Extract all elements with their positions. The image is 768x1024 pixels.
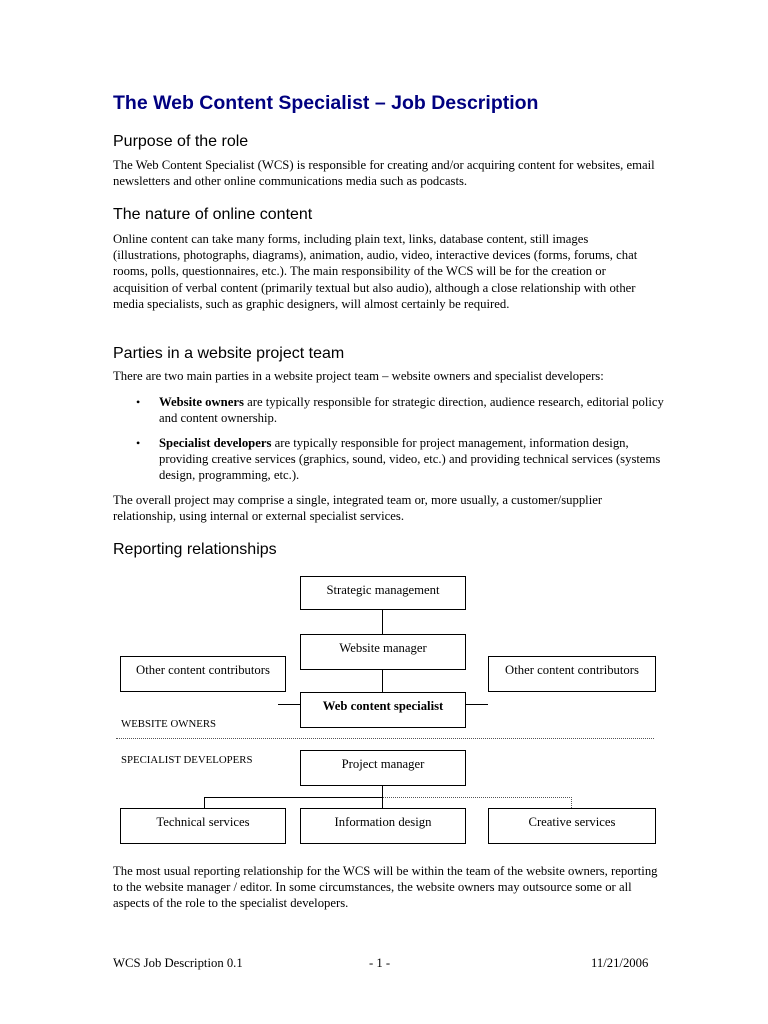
- bullet-icon: •: [136, 395, 141, 409]
- heading-reporting: Reporting relationships: [113, 541, 277, 558]
- bullet-specialist-developers: [136, 435, 666, 484]
- bullet-term: Website owners: [159, 395, 244, 409]
- box-strategic-management: Strategic management: [300, 576, 466, 610]
- box-project-manager: Project manager: [300, 750, 466, 786]
- dotted-connector-creative: [383, 797, 572, 808]
- paragraph-reporting-conclusion: The most usual reporting relationship for the WCS will be within the team of the website owners, reporting to the website manager / editor. In some circumstances, the website owners may outsource some or all aspects of the role to the specialist developers.: [113, 864, 658, 911]
- heading-nature: The nature of online content: [113, 206, 313, 223]
- footer-date: 11/21/2006: [591, 956, 649, 970]
- bullet-description: are typically responsible for project management, information design, providing creative services (graphics, sound, video, etc.) and providing technical services (systems design, programming, etc.).: [159, 436, 661, 483]
- connector-left-contrib: [278, 704, 300, 705]
- box-web-content-specialist: Web content specialist: [300, 692, 466, 728]
- paragraph-parties-outro: The overall project may comprise a single, integrated team or, more usually, a customer/supplier relationship, using internal or external specialist services.: [113, 493, 603, 524]
- connector-to-technical: [204, 797, 205, 808]
- paragraph-purpose: The Web Content Specialist (WCS) is responsible for creating and/or acquiring content for websites, email newsletters and other online communications media such as podcasts.: [113, 158, 655, 189]
- box-creative-services: Creative services: [488, 808, 656, 844]
- bullet-icon: •: [136, 436, 141, 450]
- bullet-term: Specialist developers: [159, 436, 272, 450]
- heading-parties: Parties in a website project team: [113, 345, 345, 362]
- footer-doc-name: WCS Job Description 0.1: [113, 956, 243, 970]
- footer-page-number: - 1 -: [369, 956, 391, 970]
- owners-developers-divider: [116, 738, 654, 739]
- heading-purpose: Purpose of the role: [113, 133, 249, 150]
- bullet-text: [159, 394, 666, 426]
- box-technical-services: Technical services: [120, 808, 286, 844]
- connector-right-contrib: [466, 704, 488, 705]
- paragraph-nature: Online content can take many forms, including plain text, links, database content, still images (illustrations, photographs, diagrams), animation, audio, video, interactive devices (forms, forums, chat rooms, polls, questionnaires, etc.). The main responsibility of the WCS will be for the creation or acquisition of verbal content (primarily textual but also audio), although a close relationship with other media specialists, such as graphic designers, will almost certainly be required.: [113, 232, 638, 311]
- bullet-website-owners: [136, 394, 666, 426]
- box-information-design: Information design: [300, 808, 466, 844]
- bullet-text: [159, 435, 666, 484]
- box-other-contributors-left: Other content contributors: [120, 656, 286, 692]
- label-website-owners: WEBSITE OWNERS: [121, 718, 217, 730]
- document-title: The Web Content Specialist – Job Description: [113, 92, 539, 114]
- box-other-contributors-right: Other content contributors: [488, 656, 656, 692]
- box-website-manager: Website manager: [300, 634, 466, 670]
- connector-strategic-to-manager: [382, 609, 383, 634]
- connector-manager-to-wcs: [382, 669, 383, 692]
- bullet-description: are typically responsible for strategic direction, audience research, editorial policy and content ownership.: [159, 395, 664, 426]
- connector-branch-horizontal: [204, 797, 383, 798]
- label-specialist-developers: SPECIALIST DEVELOPERS: [121, 754, 253, 766]
- paragraph-parties-intro: There are two main parties in a website project team – website owners and specialist developers:: [113, 369, 604, 383]
